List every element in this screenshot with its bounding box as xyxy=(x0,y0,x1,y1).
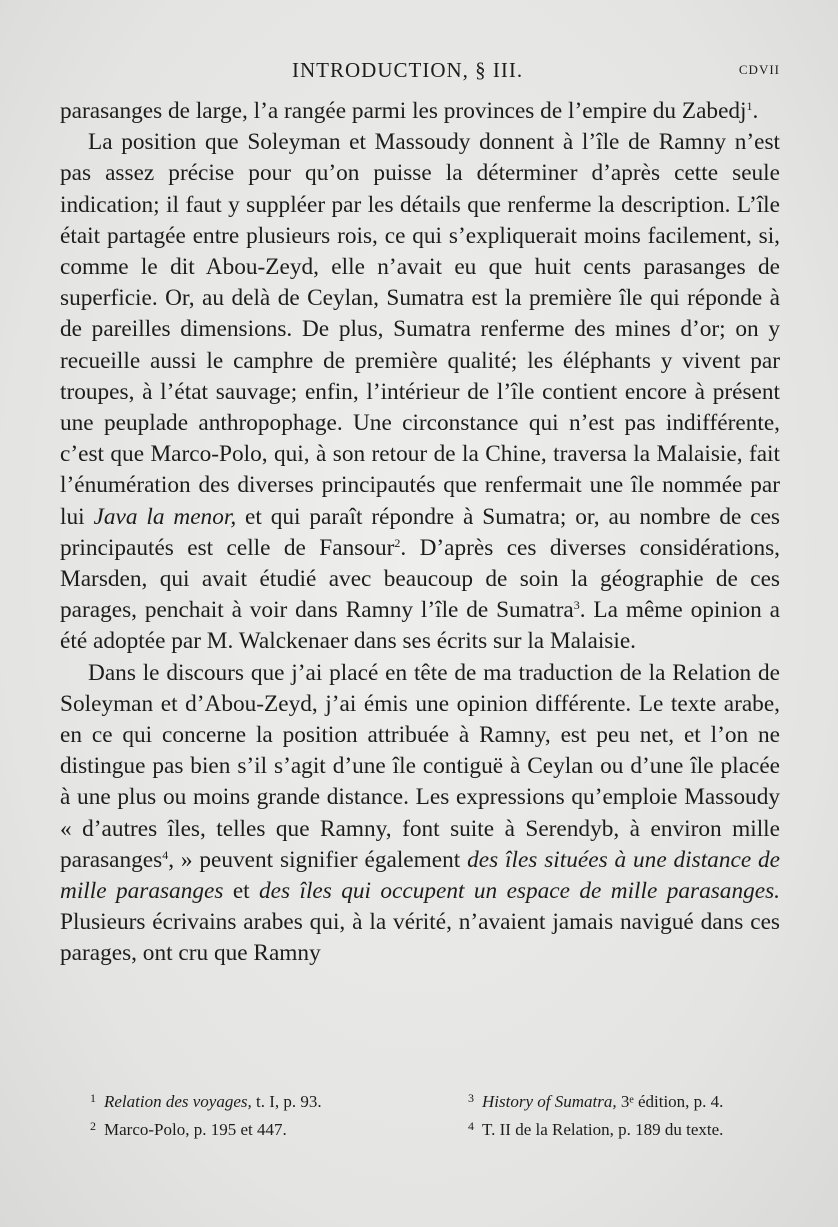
text-run: Plusieurs écrivains arabes qui, à la vérité, n’avaient jamais navigué dans ces parages, ont cru que Ramny xyxy=(60,909,780,967)
text-run: . D’après ces diverses considérations, Marsden, qui avait étudié avec beaucoup de soin la géographie de ces parages, penchait à voir dans Ramny l’île de Sumatra xyxy=(60,534,780,624)
page-header xyxy=(60,58,780,88)
footnote-ref-1: 1 xyxy=(746,99,753,114)
footnote-number: 1 xyxy=(90,1091,96,1105)
footnote-2 xyxy=(90,1114,450,1142)
text-run: , » peuvent signifier également xyxy=(168,846,468,873)
footnote-1 xyxy=(90,1086,450,1114)
footnote-text: 3ᵉ édition, p. 4. xyxy=(616,1091,724,1111)
footnote-number: 3 xyxy=(468,1091,474,1105)
footnote-text: Marco-Polo, p. 195 et 447. xyxy=(104,1119,287,1139)
text-run: parasanges de large, l’a rangée parmi les provinces de l’empire du Zabedj xyxy=(60,98,747,124)
paragraph-3 xyxy=(60,658,780,970)
paragraph-2 xyxy=(60,127,780,657)
text-run: Dans le discours que j’ai placé en tête de ma traduction de la Relation de Soleyman et d’Abou-Zeyd, j’ai émis une opinion différente. Le texte arabe, en ce qui concerne la position attribuée à Ramny, est peu net, et l’on ne distingue pas bien s’il s’agit d’une île contiguë à Ceylan ou d’une île placée à une plus ou moins grande distance. Les expressions qu’emploie Massoudy « d’autres îles, telles que Ramny, font suite à Serendyb, à environ mille parasanges xyxy=(60,659,780,873)
text-run: et qui paraît répondre à Sumatra; or, au nombre de ces principautés est celle de Fansour xyxy=(60,503,781,561)
main-text xyxy=(60,96,780,970)
footnotes-left-column xyxy=(90,1086,450,1142)
footnote-ref-4: 4 xyxy=(162,848,169,863)
running-title: INTRODUCTION, § III. xyxy=(292,58,524,82)
footnote-title: Relation des voyages, xyxy=(104,1091,252,1111)
text-run: . La même opinion a été adoptée par M. Walckenaer dans ses écrits sur la Malaisie. xyxy=(60,597,780,655)
footnote-4 xyxy=(468,1114,780,1142)
footnote-number: 2 xyxy=(90,1118,96,1133)
footnotes-right-column xyxy=(468,1086,780,1142)
footnote-title: History of Sumatra, xyxy=(482,1091,617,1111)
footnote-text: t. I, p. 93. xyxy=(251,1091,322,1111)
footnote-ref-3: 3 xyxy=(573,598,580,613)
footnote-ref-2: 2 xyxy=(394,536,401,551)
italic-phrase: des îles qui occupent un espace de mille parasanges. xyxy=(259,878,780,905)
text-run: . xyxy=(752,98,759,124)
text-run: La position que Soleyman et Massoudy donnent à l’île de Ramny n’est pas assez précise pour qu’on puisse la déterminer d’après cette seule indication; il faut y suppléer par les détails que renferme la description. L’île était partagée entre plusieurs rois, ce qui s’expliquerait moins facilement, si, comme le dit Abou-Zeyd, elle n’avait eu que huit cents parasanges de superficie. Or, au delà de Ceylan, Sumatra est la première île qui réponde à de pareilles dimensions. De plus, Sumatra renferme des mines d’or; on y recueille aussi le camphre de première qualité; les éléphants y vivent par troupes, à l’état sauvage; enfin, l’intérieur de l’île contient encore à présent une peuplade anthropophage. Une circonstance qui n’est pas indifférente, c’est que Marco-Polo, qui, à son retour de la Chine, traversa la Malaisie, fait l’énumération des diverses principautés que renfermait une île nommée par lui xyxy=(60,129,780,530)
text-run: et xyxy=(223,878,260,905)
paragraph-1 xyxy=(60,96,780,127)
footnote-3 xyxy=(468,1086,780,1114)
italic-phrase: des îles situées à une distance de mille parasanges xyxy=(60,846,781,905)
footnote-text: T. II de la Relation, p. 189 du texte. xyxy=(482,1119,724,1139)
page-number: CDVII xyxy=(738,62,780,77)
italic-phrase: Java la menor, xyxy=(93,503,237,530)
footnote-number: 4 xyxy=(468,1118,474,1133)
